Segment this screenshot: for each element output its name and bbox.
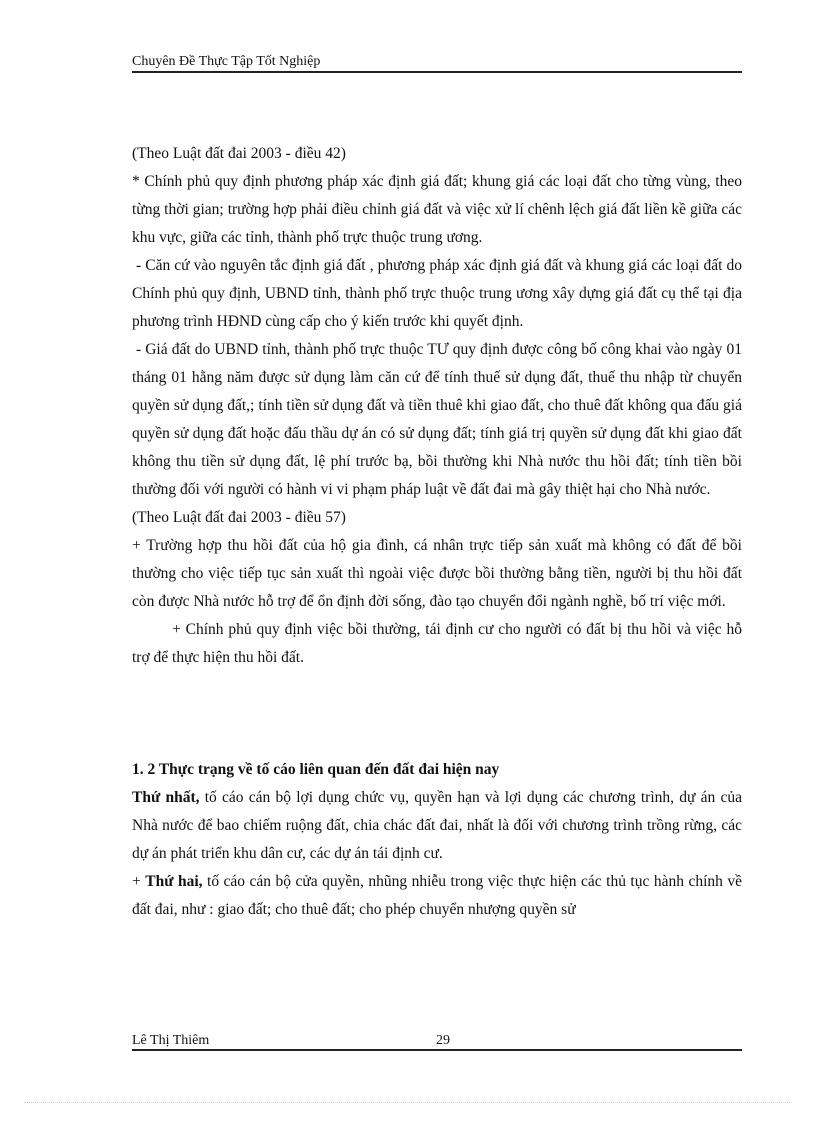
second-label: Thứ hai, — [145, 873, 203, 890]
paragraph-land-price-use: - Giá đất do UBND tỉnh, thành phố trực thuộc TƯ quy định được công bố công khai vào ngày 01 tháng 01 hằng năm được sử dụng làm căn cứ để tính thuế sử dụng đất, thuế thu nhập từ chuyển quyền sử dụng đất,; tính tiền sử dụng đất và tiền thuê khi giao đất, cho thuê đất không qua đấu giá quyền sử dụng đất hoặc đấu thầu dự án có sử dụng đất; tính giá trị quyền sử dụng đất khi giao đất không thu tiền sử dụng đất, lệ phí trước bạ, bồi thường khi Nhà nước thu hồi đất; tính tiền bồi thường đối với người có hành vi vi phạm pháp luật về đất đai mà gây thiệt hại cho Nhà nước. — [132, 341, 742, 498]
footer-author: Lê Thị Thiêm — [132, 1033, 210, 1048]
section-heading: 1. 2 Thực trạng về tố cáo liên quan đến đất đai hiện nay — [132, 761, 500, 778]
section-spacer — [132, 672, 742, 756]
paragraph-second-complaint — [132, 868, 742, 924]
page-header — [132, 53, 742, 73]
second-prefix: + — [132, 873, 146, 890]
first-text: tố cáo cán bộ lợi dụng chức vụ, quyền hạn và lợi dụng các chương trình, dự án của Nhà nước để bao chiếm ruộng đất, chia chác đất đai, nhất là đối với chương trình trồng rừng, các dự án phát triển khu dân cư, các dự án tái định cư. — [132, 789, 742, 862]
header-title: Chuyên Đề Thực Tập Tốt Nghiệp — [132, 54, 321, 69]
paragraph-government-pricing: * Chính phủ quy định phương pháp xác định giá đất; khung giá các loại đất cho từng vùng, theo từng thời gian; trường hợp phải điều chỉnh giá đất và việc xử lí chênh lệch giá đất liền kề giữa các khu vực, giữa các tỉnh, thành phố trực thuộc trung ương. — [132, 173, 742, 246]
page-footer — [132, 1033, 742, 1051]
body-text — [132, 140, 742, 924]
paragraph-land-recovery: + Trường hợp thu hồi đất của hộ gia đình, cá nhân trực tiếp sản xuất mà không có đất để bồi thường cho việc tiếp tục sản xuất thì ngoài việc được bồi thường bằng tiền, người bị thu hồi đất còn được Nhà nước hỗ trợ để ổn định đời sống, đào tạo chuyển đổi ngành nghề, bố trí việc mới. — [132, 537, 742, 610]
page-number: 29 — [436, 1033, 450, 1048]
citation-article-57: (Theo Luật đất đai 2003 - điều 57) — [132, 509, 346, 526]
paragraph-first-complaint — [132, 784, 742, 868]
page-bottom-dotted-line — [24, 1102, 792, 1103]
paragraph-compensation: + Chính phủ quy định việc bồi thường, tái định cư cho người có đất bị thu hồi và việc hỗ trợ để thực hiện thu hồi đất. — [132, 621, 742, 666]
citation-article-42: (Theo Luật đất đai 2003 - điều 42) — [132, 145, 346, 162]
second-text: tố cáo cán bộ cửa quyền, nhũng nhiễu trong việc thực hiện các thủ tục hành chính về đất đai, như : giao đất; cho thuê đất; cho phép chuyển nhượng quyền sử — [132, 873, 743, 918]
first-label: Thứ nhất, — [132, 789, 200, 806]
paragraph-ubnd-pricing: - Căn cứ vào nguyên tắc định giá đất , phương pháp xác định giá đất và khung giá các loại đất do Chính phủ quy định, UBND tỉnh, thành phố trực thuộc trung ương xây dựng giá đất cụ thể tại địa phương trình HĐND cùng cấp cho ý kiến trước khi quyết định. — [132, 257, 742, 330]
